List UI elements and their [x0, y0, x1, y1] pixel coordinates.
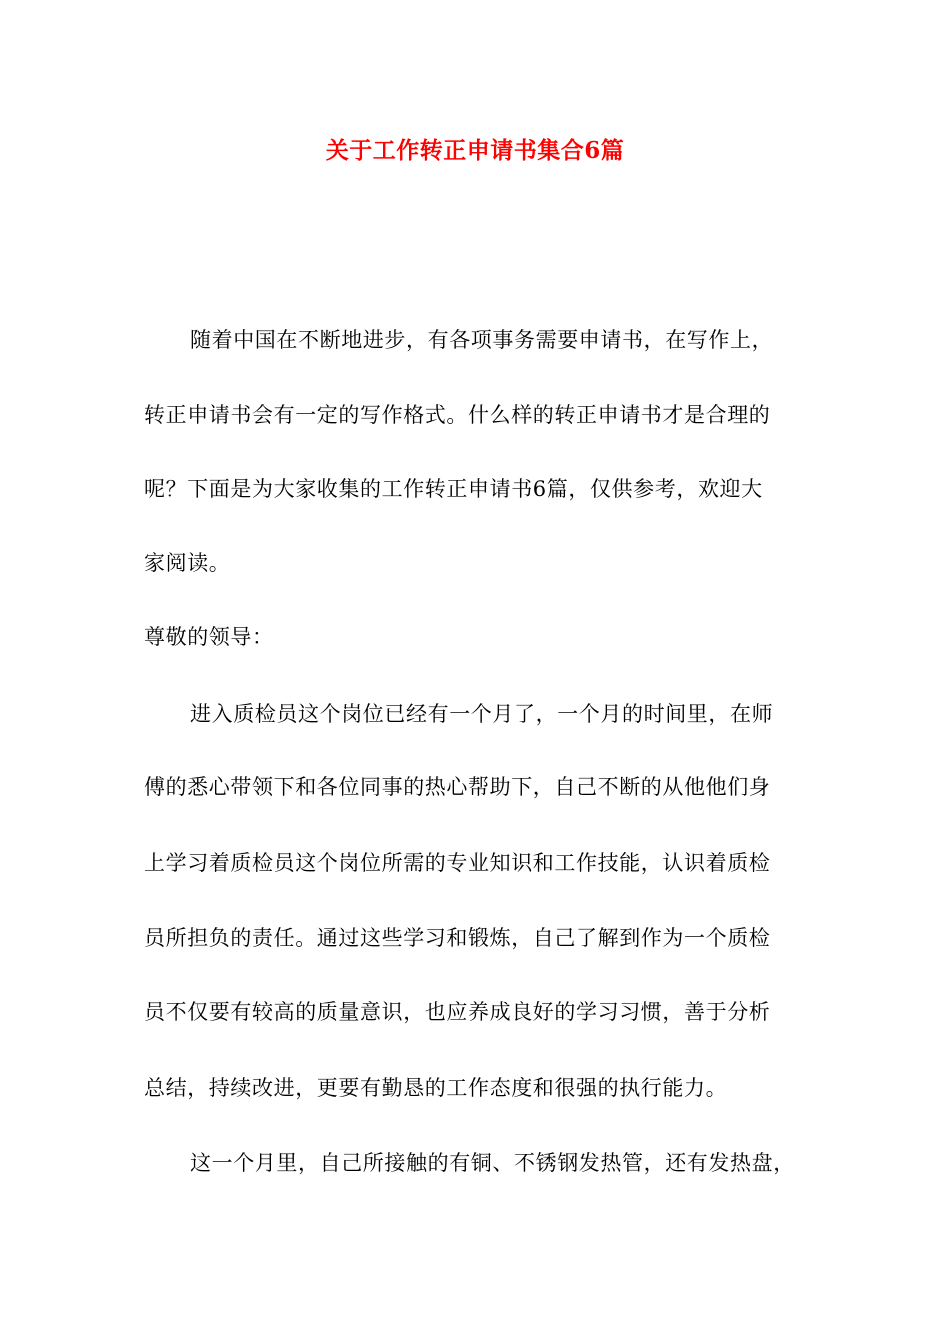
- paragraph-line: 家阅读。: [144, 551, 231, 575]
- paragraph-line: 呢？下面是为大家收集的工作转正申请书6篇，仅供参考，欢迎大: [144, 477, 763, 501]
- paragraph-line: 上学习着质检员这个岗位所需的专业知识和工作技能，认识着质检: [144, 851, 771, 875]
- paragraph-line: 傅的悉心带领下和各位同事的热心帮助下，自己不断的从他他们身: [144, 775, 771, 799]
- paragraph-line: 这一个月里，自己所接触的有铜、不锈钢发热管，还有发热盘，: [190, 1151, 795, 1175]
- salutation-line: 尊敬的领导：: [144, 625, 274, 649]
- paragraph-line: 总结，持续改进，更要有勤恳的工作态度和很强的执行能力。: [144, 1076, 728, 1100]
- paragraph-line: 随着中国在不断地进步，有各项事务需要申请书，在写作上，: [190, 328, 774, 352]
- paragraph-line: 员所担负的责任。通过这些学习和锻炼，自己了解到作为一个质检: [144, 926, 771, 950]
- document-title: 关于工作转正申请书集合6篇: [325, 137, 625, 164]
- paragraph-line: 进入质检员这个岗位已经有一个月了，一个月的时间里，在师: [190, 702, 774, 726]
- paragraph-line: 转正申请书会有一定的写作格式。什么样的转正申请书才是合理的: [144, 403, 771, 427]
- paragraph-line: 员不仅要有较高的质量意识，也应养成良好的学习习惯，善于分析: [144, 1000, 771, 1024]
